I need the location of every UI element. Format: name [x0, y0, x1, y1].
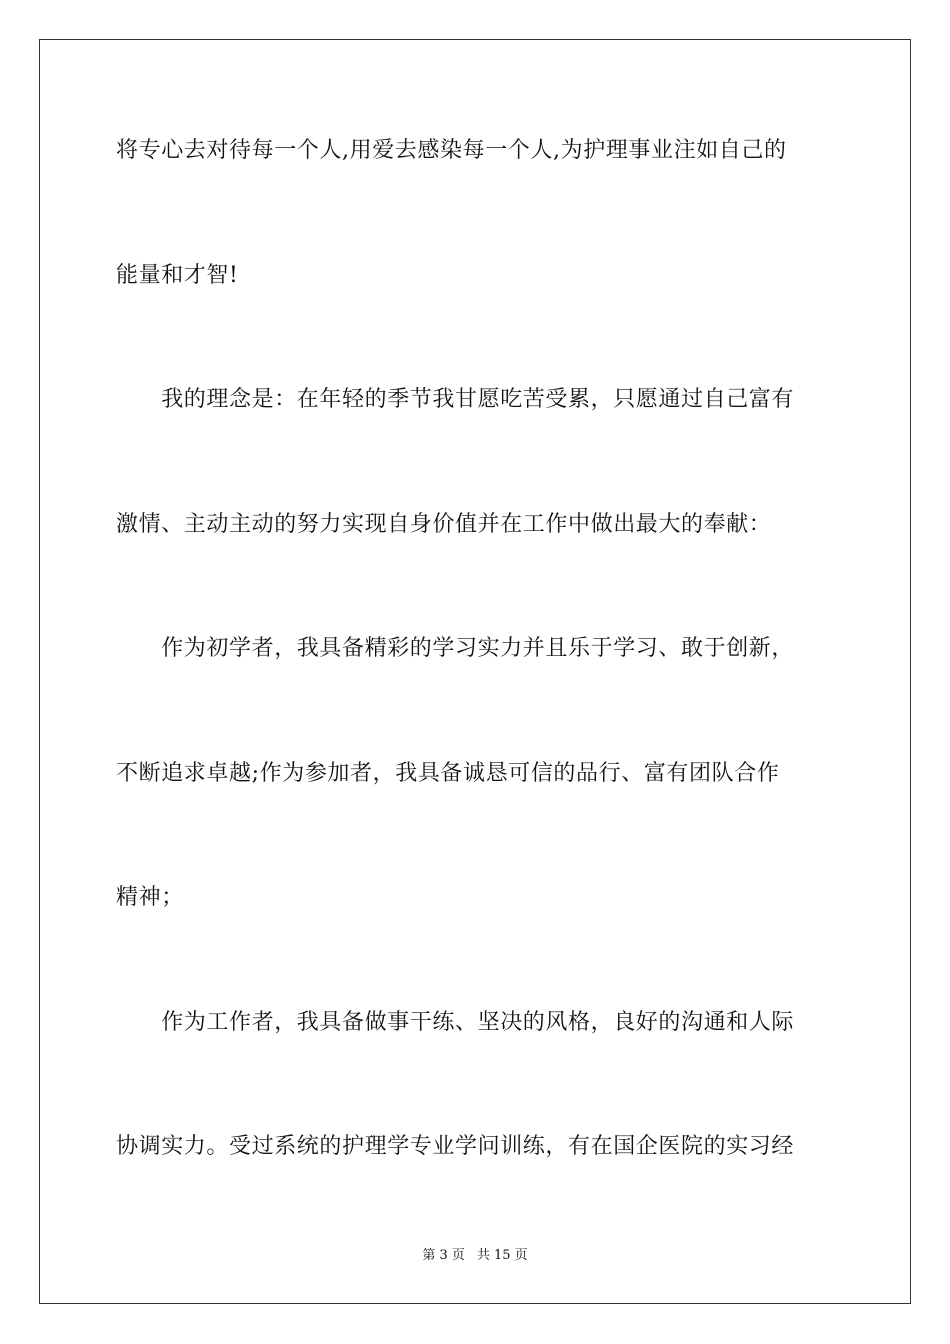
body-text-line: 协调实力。受过系统的护理学专业学问训练，有在国企医院的实习经	[116, 1134, 795, 1159]
body-text-line: 精神；	[116, 885, 184, 910]
page-total: 共 15 页	[476, 1248, 528, 1263]
body-text-line: 我的理念是：在年轻的季节我甘愿吃苦受累，只愿通过自己富有	[116, 387, 795, 412]
body-text-line: 将专心去对待每一个人,用爱去感染每一个人,为护理事业注如自己的	[116, 138, 787, 163]
body-text-line: 不断追求卓越;作为参加者，我具备诚恳可信的品行、富有团队合作	[116, 761, 780, 786]
page-frame	[39, 39, 911, 1304]
body-text-line: 能量和才智!	[116, 263, 239, 288]
page-footer	[0, 1248, 950, 1264]
body-text-line: 激情、主动主动的努力实现自身价值并在工作中做出最大的奉献：	[116, 512, 772, 537]
body-text-line: 作为初学者，我具备精彩的学习实力并且乐于学习、敢于创新，	[116, 636, 795, 661]
body-text-line: 作为工作者，我具备做事干练、坚决的风格，良好的沟通和人际	[116, 1010, 795, 1035]
page-number: 第 3 页	[422, 1248, 465, 1263]
